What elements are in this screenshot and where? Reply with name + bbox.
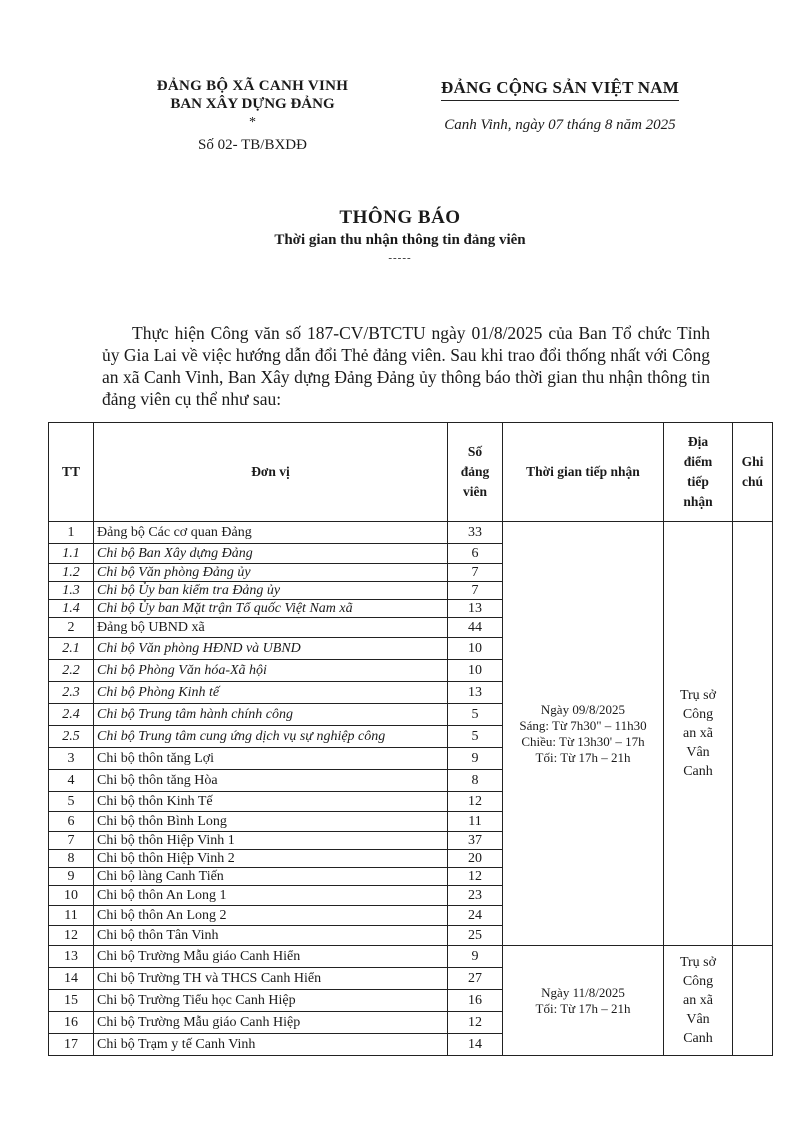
row-number: 1 bbox=[49, 522, 94, 544]
row-number: 10 bbox=[49, 886, 94, 906]
member-count: 7 bbox=[448, 564, 503, 582]
unit-name: Chi bộ thôn Hiệp Vinh 2 bbox=[94, 850, 448, 868]
unit-name: Chi bộ Ban Xây dựng Đảng bbox=[94, 544, 448, 564]
row-number: 2.1 bbox=[49, 638, 94, 660]
row-number: 1.4 bbox=[49, 600, 94, 618]
unit-name: Chi bộ Văn phòng HĐND và UBND bbox=[94, 638, 448, 660]
table-row bbox=[49, 522, 773, 544]
row-number: 2.3 bbox=[49, 682, 94, 704]
note-cell bbox=[733, 522, 773, 946]
unit-name: Chi bộ Trường TH và THCS Canh Hiển bbox=[94, 968, 448, 990]
place-date: Canh Vinh, ngày 07 tháng 8 năm 2025 bbox=[444, 117, 676, 133]
member-count: 10 bbox=[448, 660, 503, 682]
unit-name: Chi bộ thôn Hiệp Vinh 1 bbox=[94, 832, 448, 850]
row-number: 5 bbox=[49, 792, 94, 812]
unit-name: Chi bộ thôn Tân Vinh bbox=[94, 926, 448, 946]
row-number: 11 bbox=[49, 906, 94, 926]
reception-location-line: Công bbox=[682, 707, 714, 722]
row-number: 3 bbox=[49, 748, 94, 770]
reception-time bbox=[503, 946, 664, 1056]
national-block bbox=[410, 78, 710, 134]
row-number: 7 bbox=[49, 832, 94, 850]
unit-name: Chi bộ làng Canh Tiến bbox=[94, 868, 448, 886]
reception-time-line: Tối: Từ 17h – 21h bbox=[535, 749, 631, 765]
row-number: 17 bbox=[49, 1034, 94, 1056]
unit-name: Chi bộ thôn tăng Lợi bbox=[94, 748, 448, 770]
row-number: 16 bbox=[49, 1012, 94, 1034]
reception-location-line: Canh bbox=[683, 1031, 713, 1046]
member-count: 23 bbox=[448, 886, 503, 906]
row-number: 1.1 bbox=[49, 544, 94, 564]
reception-location bbox=[664, 522, 733, 946]
reception-location-line: Công bbox=[682, 974, 714, 989]
reception-location-line: Canh bbox=[683, 764, 713, 779]
document-number: Số 02- TB/BXDĐ bbox=[198, 137, 307, 153]
row-number: 6 bbox=[49, 812, 94, 832]
member-count: 25 bbox=[448, 926, 503, 946]
header-location-line: nhận bbox=[683, 494, 713, 509]
unit-name: Chi bộ Trung tâm cung ứng dịch vụ sự nghiệp công bbox=[94, 726, 448, 748]
unit-name: Chi bộ Trường Tiểu học Canh Hiệp bbox=[94, 990, 448, 1012]
note-cell bbox=[733, 946, 773, 1056]
reception-time-line: Sáng: Từ 7h30" – 11h30 bbox=[519, 717, 647, 733]
row-number: 13 bbox=[49, 946, 94, 968]
document-subtitle: Thời gian thu nhận thông tin đảng viên bbox=[274, 232, 526, 248]
unit-name: Chi bộ Ủy ban kiểm tra Đảng ủy bbox=[94, 582, 448, 600]
member-count: 44 bbox=[448, 618, 503, 638]
unit-name: Chi bộ thôn An Long 2 bbox=[94, 906, 448, 926]
party-name: ĐẢNG CỘNG SẢN VIỆT NAM bbox=[441, 78, 679, 101]
header-location-line: tiếp bbox=[687, 474, 709, 489]
unit-name: Đảng bộ UBND xã bbox=[94, 618, 448, 638]
header-note bbox=[733, 423, 773, 522]
row-number: 2 bbox=[49, 618, 94, 638]
row-number: 12 bbox=[49, 926, 94, 946]
row-number: 15 bbox=[49, 990, 94, 1012]
intro-paragraph: Thực hiện Công văn số 187-CV/BTCTU ngày 01/8/2025 của Ban Tổ chức Tỉnh ủy Gia Lai về việc hướng dẫn đổi Thẻ đảng viên. Sau khi trao đổi thống nhất với Công an xã Canh Vinh, Ban Xây dựng Đảng Đảng ủy thông báo thời gian thu nhận thông tin đảng viên cụ thể như sau: bbox=[102, 323, 710, 409]
unit-name: Chi bộ Trường Mẫu giáo Canh Hiển bbox=[94, 946, 448, 968]
row-number: 8 bbox=[49, 850, 94, 868]
unit-name: Chi bộ Phòng Văn hóa-Xã hội bbox=[94, 660, 448, 682]
header-count bbox=[448, 423, 503, 522]
unit-name: Chi bộ Trung tâm hành chính công bbox=[94, 704, 448, 726]
header-location-line: Địa bbox=[687, 434, 709, 449]
member-count: 11 bbox=[448, 812, 503, 832]
member-count: 12 bbox=[448, 868, 503, 886]
reception-time bbox=[503, 522, 664, 946]
unit-name: Chi bộ Ủy ban Mặt trận Tổ quốc Việt Nam xã bbox=[94, 600, 448, 618]
reception-location-line: Trụ sở bbox=[679, 955, 717, 970]
reception-location-line: Vân bbox=[686, 745, 710, 760]
member-count: 6 bbox=[448, 544, 503, 564]
member-count: 10 bbox=[448, 638, 503, 660]
unit-name: Chi bộ Phòng Kinh tế bbox=[94, 682, 448, 704]
member-count: 8 bbox=[448, 770, 503, 792]
unit-name: Chi bộ thôn An Long 1 bbox=[94, 886, 448, 906]
header-count-line: đảng bbox=[460, 464, 490, 479]
member-count: 33 bbox=[448, 522, 503, 544]
row-number: 1.3 bbox=[49, 582, 94, 600]
member-count: 12 bbox=[448, 792, 503, 812]
unit-name: Chi bộ thôn Kinh Tế bbox=[94, 792, 448, 812]
member-count: 5 bbox=[448, 704, 503, 726]
header-tt: TT bbox=[49, 423, 94, 522]
header-count-line: Số bbox=[467, 444, 483, 459]
header-unit: Đơn vị bbox=[94, 423, 448, 522]
header-note-line: chú bbox=[741, 474, 763, 489]
title-separator: ----- bbox=[388, 252, 412, 264]
reception-time-line: Tối: Từ 17h – 21h bbox=[535, 1000, 631, 1016]
member-count: 37 bbox=[448, 832, 503, 850]
row-number: 14 bbox=[49, 968, 94, 990]
member-count: 9 bbox=[448, 748, 503, 770]
unit-name: Chi bộ thôn tăng Hòa bbox=[94, 770, 448, 792]
member-count: 16 bbox=[448, 990, 503, 1012]
member-count: 20 bbox=[448, 850, 503, 868]
member-count: 9 bbox=[448, 946, 503, 968]
member-count: 13 bbox=[448, 682, 503, 704]
row-number: 2.5 bbox=[49, 726, 94, 748]
unit-name: Đảng bộ Các cơ quan Đảng bbox=[94, 522, 448, 544]
unit-name: Chi bộ Trạm y tế Canh Vinh bbox=[94, 1034, 448, 1056]
member-count: 7 bbox=[448, 582, 503, 600]
header-time: Thời gian tiếp nhận bbox=[503, 423, 664, 522]
table-header-row bbox=[49, 423, 773, 522]
member-count: 12 bbox=[448, 1012, 503, 1034]
row-number: 2.4 bbox=[49, 704, 94, 726]
member-count: 24 bbox=[448, 906, 503, 926]
document-title: THÔNG BÁO bbox=[339, 207, 461, 228]
row-number: 9 bbox=[49, 868, 94, 886]
row-number: 2.2 bbox=[49, 660, 94, 682]
member-count: 5 bbox=[448, 726, 503, 748]
row-number: 4 bbox=[49, 770, 94, 792]
issuer-org-line2: BAN XÂY DỰNG ĐẢNG bbox=[170, 96, 335, 112]
reception-time-line: Chiều: Từ 13h30' – 17h bbox=[521, 733, 645, 749]
table-row bbox=[49, 946, 773, 968]
unit-name: Chi bộ Trường Mẫu giáo Canh Hiệp bbox=[94, 1012, 448, 1034]
unit-name: Chi bộ Văn phòng Đảng ủy bbox=[94, 564, 448, 582]
issuer-org-line1: ĐẢNG BỘ XÃ CANH VINH bbox=[156, 78, 349, 94]
issuer-block bbox=[120, 78, 385, 154]
member-count: 27 bbox=[448, 968, 503, 990]
header-location bbox=[664, 423, 733, 522]
units-table bbox=[48, 422, 773, 1056]
reception-location-line: Vân bbox=[686, 1012, 710, 1027]
header-note-line: Ghi bbox=[741, 454, 764, 469]
member-count: 14 bbox=[448, 1034, 503, 1056]
reception-time-line: Ngày 11/8/2025 bbox=[541, 984, 625, 1000]
reception-location-line: an xã bbox=[683, 726, 713, 741]
star-mark: * bbox=[249, 115, 256, 130]
reception-location bbox=[664, 946, 733, 1056]
reception-time-line: Ngày 09/8/2025 bbox=[540, 701, 626, 717]
row-number: 1.2 bbox=[49, 564, 94, 582]
header-location-line: điểm bbox=[683, 454, 713, 469]
member-count: 13 bbox=[448, 600, 503, 618]
reception-location-line: an xã bbox=[683, 993, 713, 1008]
reception-location-line: Trụ sở bbox=[679, 688, 717, 703]
unit-name: Chi bộ thôn Bình Long bbox=[94, 812, 448, 832]
header-count-line: viên bbox=[462, 484, 487, 499]
